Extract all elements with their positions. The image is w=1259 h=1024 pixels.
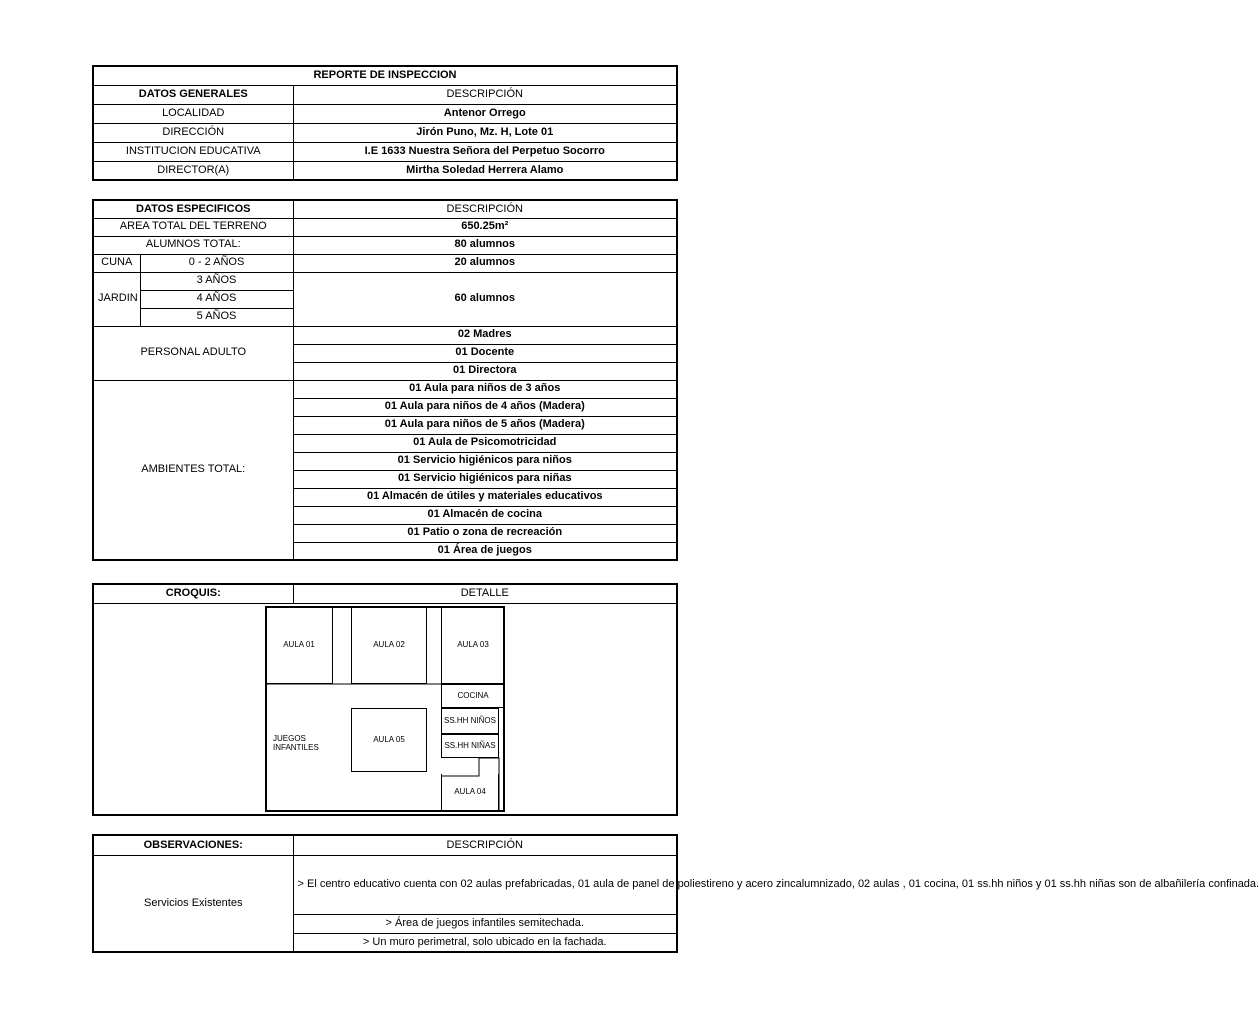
specific-heading: DATOS ESPECIFICOS	[93, 200, 293, 218]
students-label: ALUMNOS TOTAL:	[93, 236, 293, 254]
observation-item: > Un muro perimetral, solo ubicado en la fachada.	[293, 933, 677, 952]
environments-label: AMBIENTES TOTAL:	[93, 380, 293, 560]
report-title: REPORTE DE INSPECCION	[93, 66, 677, 85]
environment-item: 01 Aula para niños de 4 años (Madera)	[293, 398, 677, 416]
staff-item: 01 Docente	[293, 344, 677, 362]
aula-04-outline	[265, 606, 505, 812]
room-aula-01: AULA 01	[265, 606, 333, 684]
cuna-label: CUNA	[93, 254, 140, 272]
area-label: AREA TOTAL DEL TERRENO	[93, 218, 293, 236]
jardin-label: JARDIN	[93, 272, 140, 326]
playground-label-line2: INFANTILES	[273, 743, 319, 753]
jardin-value: 60 alumnos	[293, 272, 677, 326]
room-aula-02: AULA 02	[351, 606, 427, 684]
room-aula-04: AULA 04	[441, 774, 499, 812]
jardin-age-4: 4 AÑOS	[140, 290, 293, 308]
jardin-age-3: 3 AÑOS	[140, 272, 293, 290]
staff-item: 02 Madres	[293, 326, 677, 344]
general-desc-heading: DESCRIPCIÓN	[293, 85, 677, 104]
playground-label	[273, 734, 319, 753]
croquis-cell	[93, 603, 677, 815]
environment-item: 01 Aula para niños de 3 años	[293, 380, 677, 398]
locality-value: Antenor Orrego	[293, 104, 677, 123]
institution-value: I.E 1633 Nuestra Señora del Perpetuo Socorro	[293, 142, 677, 161]
croquis-table	[92, 583, 678, 816]
general-heading: DATOS GENERALES	[93, 85, 293, 104]
room-sshh-ninas: SS.HH NIÑAS	[441, 734, 499, 758]
environment-item: 01 Almacén de útiles y materiales educativos	[293, 488, 677, 506]
observations-desc-heading: DESCRIPCIÓN	[293, 835, 677, 855]
croquis-heading: CROQUIS:	[93, 584, 293, 603]
observations-label: Servicios Existentes	[93, 855, 293, 952]
staff-label: PERSONAL ADULTO	[93, 326, 293, 380]
observations-heading: OBSERVACIONES:	[93, 835, 293, 855]
general-data-table	[92, 65, 678, 181]
cuna-age: 0 - 2 AÑOS	[140, 254, 293, 272]
locality-label: LOCALIDAD	[93, 104, 293, 123]
observations-table	[92, 834, 1259, 953]
playground-label-line1: JUEGOS	[273, 733, 306, 743]
room-aula-03: AULA 03	[441, 606, 505, 684]
environment-item: 01 Aula de Psicomotricidad	[293, 434, 677, 452]
room-cocina: COCINA	[441, 684, 505, 708]
cuna-value: 20 alumnos	[293, 254, 677, 272]
observation-item: > El centro educativo cuenta con 02 aulas prefabricadas, 01 aula de panel de poliestireno y acero zincalumnizado, 02 aulas , 01 cocina, 01 ss.hh niños y 01 ss.hh niñas son de albañilería confinada.	[293, 855, 677, 914]
address-label: DIRECCIÓN	[93, 123, 293, 142]
specific-data-table	[92, 199, 678, 561]
director-value: Mirtha Soledad Herrera Alamo	[293, 161, 677, 180]
environment-item: 01 Servicio higiénicos para niños	[293, 452, 677, 470]
jardin-age-5: 5 AÑOS	[140, 308, 293, 326]
students-value: 80 alumnos	[293, 236, 677, 254]
staff-item: 01 Directora	[293, 362, 677, 380]
area-value: 650.25m²	[293, 218, 677, 236]
environment-item: 01 Patio o zona de recreación	[293, 524, 677, 542]
address-value: Jirón Puno, Mz. H, Lote 01	[293, 123, 677, 142]
room-aula-05: AULA 05	[351, 708, 427, 772]
observation-item: > Área de juegos infantiles semitechada.	[293, 914, 677, 933]
croquis-detail-heading: DETALLE	[293, 584, 677, 603]
room-sshh-ninos: SS.HH NIÑOS	[441, 708, 499, 734]
floor-plan	[265, 606, 505, 812]
specific-desc-heading: DESCRIPCIÓN	[293, 200, 677, 218]
environment-item: 01 Área de juegos	[293, 542, 677, 560]
director-label: DIRECTOR(A)	[93, 161, 293, 180]
institution-label: INSTITUCION EDUCATIVA	[93, 142, 293, 161]
environment-item: 01 Almacén de cocina	[293, 506, 677, 524]
environment-item: 01 Aula para niños de 5 años (Madera)	[293, 416, 677, 434]
environment-item: 01 Servicio higiénicos para niñas	[293, 470, 677, 488]
